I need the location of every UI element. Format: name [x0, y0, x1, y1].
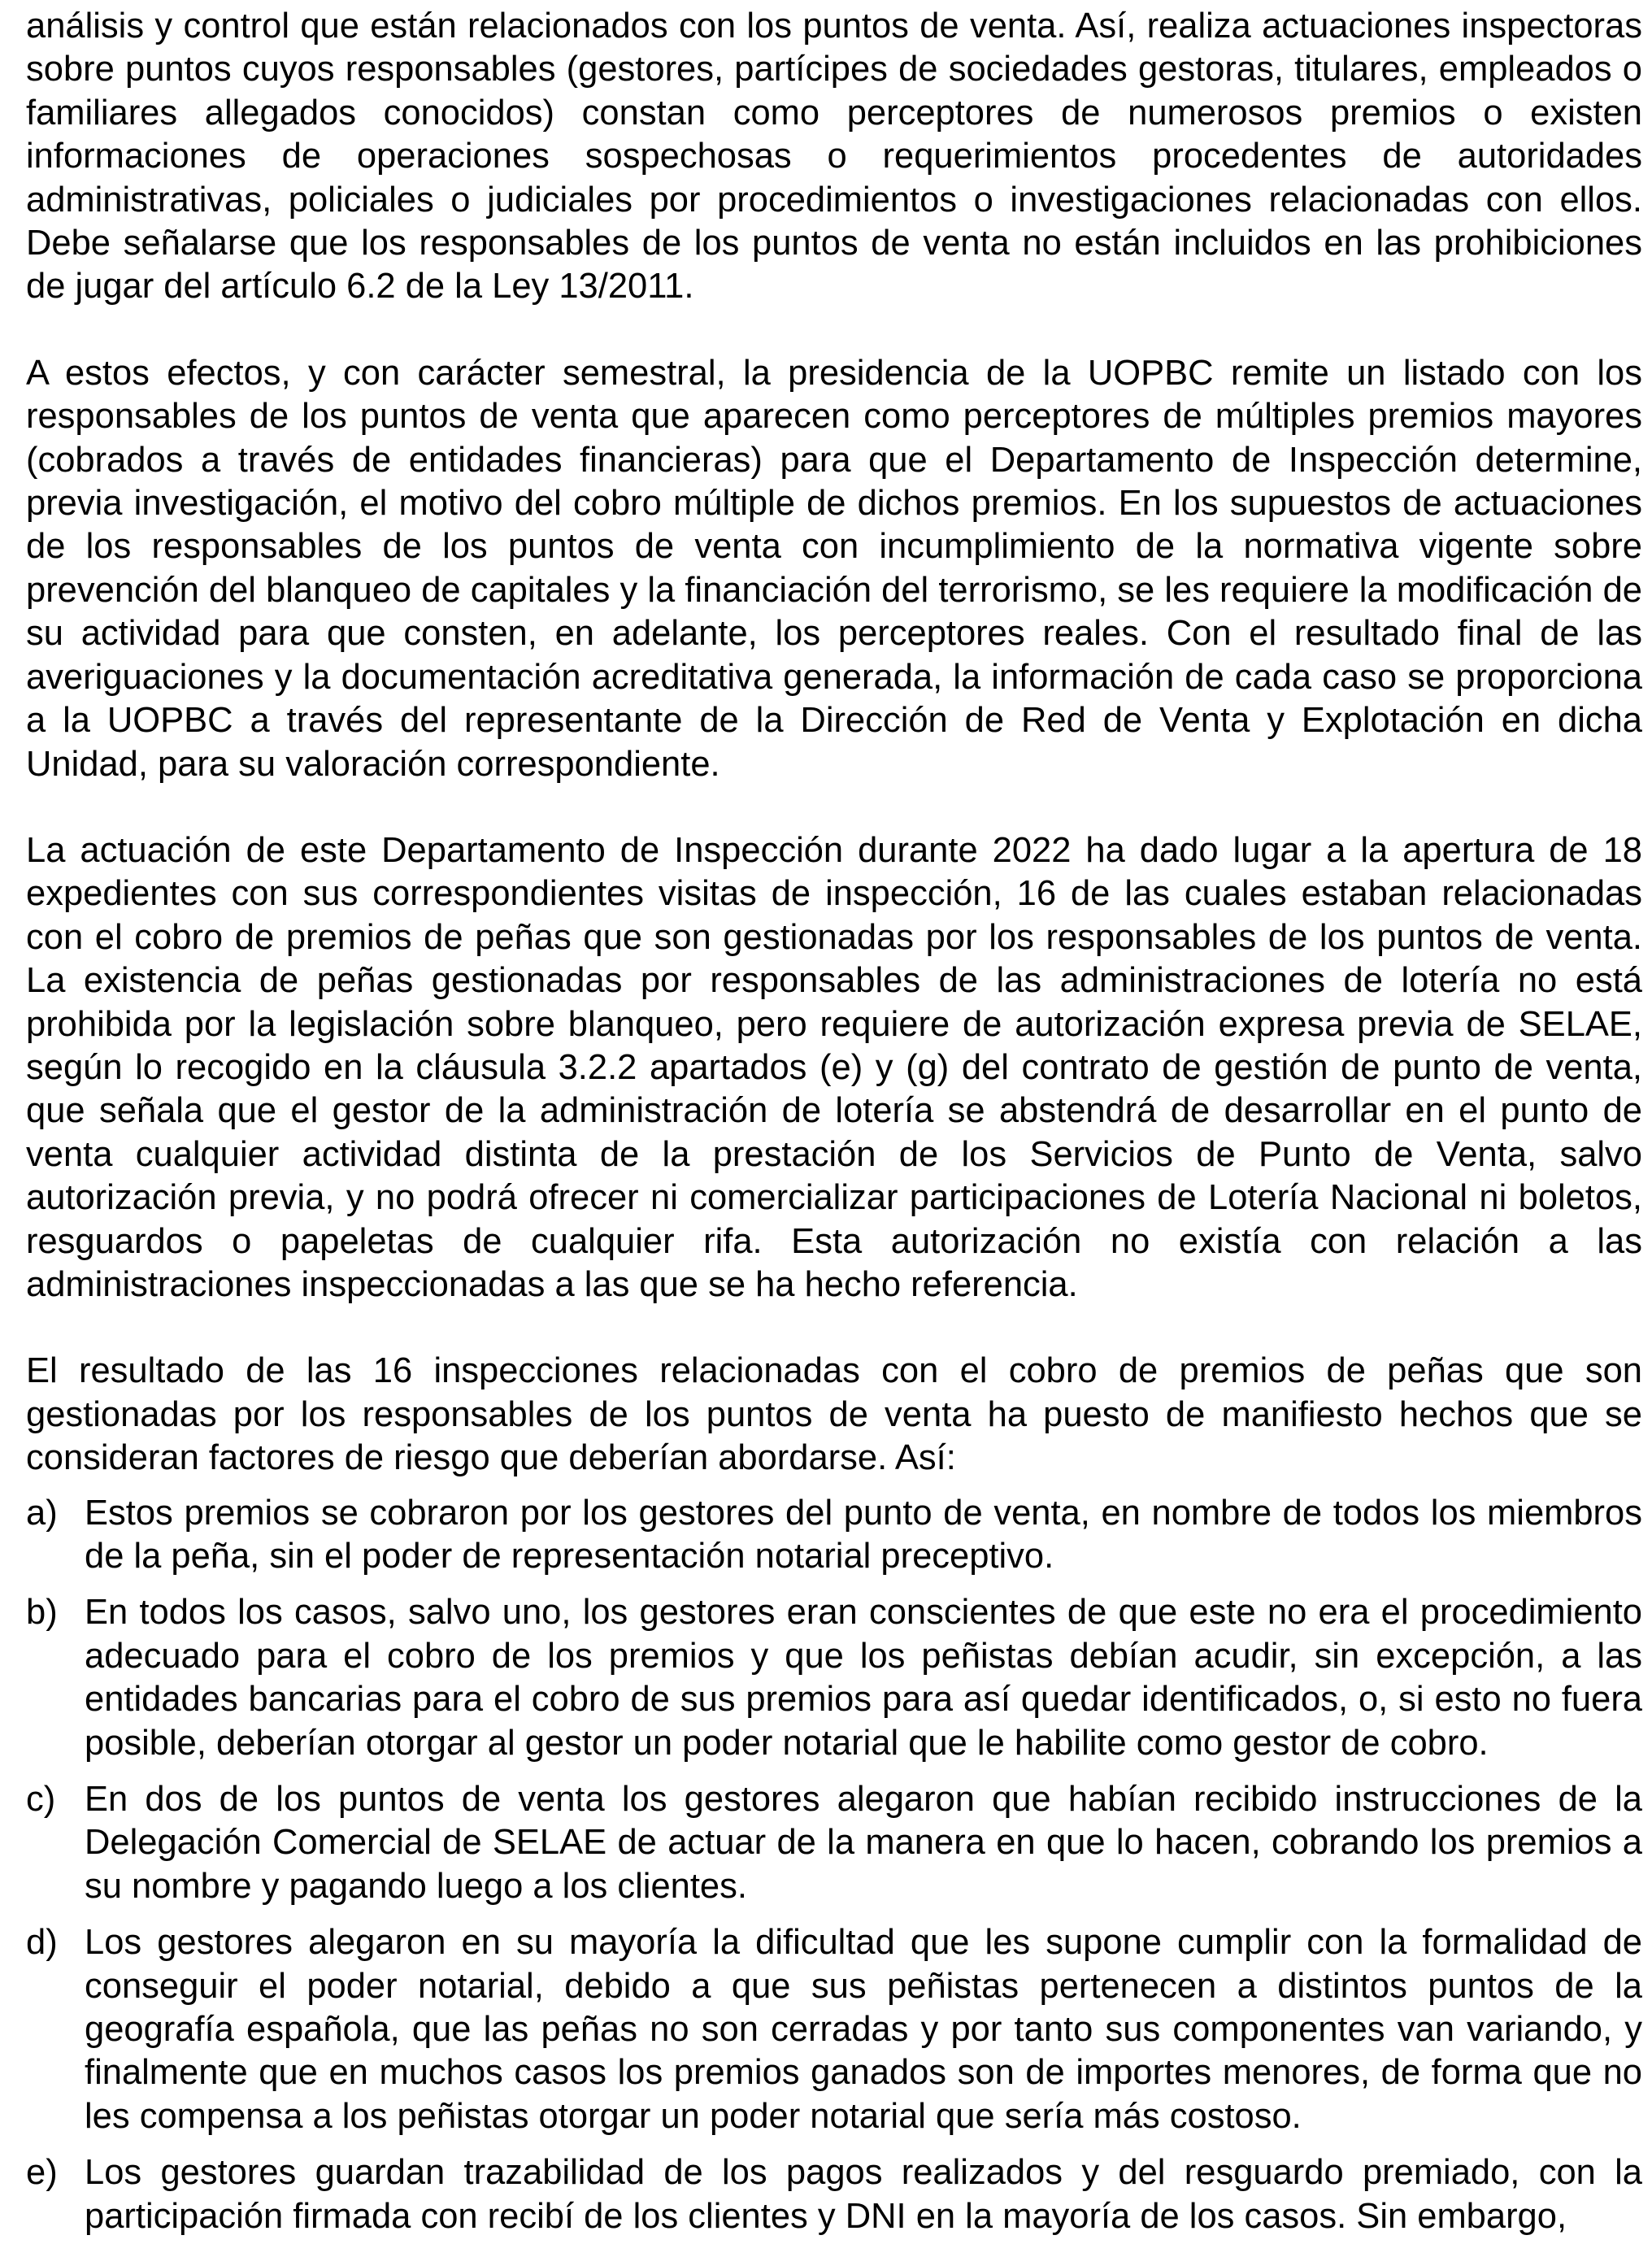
list-item-text: En todos los casos, salvo uno, los gestores eran conscientes de que este no era el procedimiento adecuado para el cobro de los premios y que los peñistas debían acudir, sin excepción, a las entidades bancarias para el cobro de sus premios para así quedar identificados, o, si esto no fuera posible, deberían otorgar al gestor un poder notarial que le habilite como gestor de cobro.	[85, 1593, 1642, 1763]
list-item-text: Los gestores guardan trazabilidad de los pagos realizados y del resguardo premiado, con la participación firmada con recibí de los clientes y DNI en la mayoría de los casos. Sin embargo,	[85, 2153, 1642, 2236]
paragraph-inspection-actions: análisis y control que están relacionados con los puntos de venta. Así, realiza actuaciones inspectoras sobre puntos cuyos responsables (gestores, partícipes de sociedades gestoras, titulares, empleados o familiares allegados conocidos) constan como perceptores de numerosos premios o existen informaciones de operaciones sospechosas o requerimientos procedentes de autoridades administrativas, policiales o judiciales por procedimientos o investigaciones relacionadas con ellos. Debe señalarse que los responsables de los puntos de venta no están incluidos en las prohibiciones de jugar del artículo 6.2 de la Ley 13/2011.	[26, 7, 1642, 307]
list-marker: a)	[26, 1493, 58, 1533]
list-item-text: Estos premios se cobraron por los gestores del punto de venta, en nombre de todos los miembros de la peña, sin el poder de representación notarial preceptivo.	[85, 1493, 1642, 1576]
list-item-text: Los gestores alegaron en su mayoría la dificultad que les supone cumplir con la formalidad de conseguir el poder notarial, debido a que sus peñistas pertenecen a distintos puntos de la geografía española, que las peñas no son cerradas y por tanto sus componentes van variando, y finalmente que en muchos casos los premios ganados son de importes menores, de forma que no les compensa a los peñistas otorgar un poder notarial que sería más costoso.	[85, 1923, 1642, 2136]
list-item	[26, 1591, 1642, 1765]
list-item-text: En dos de los puntos de venta los gestores alegaron que habían recibido instrucciones de la Delegación Comercial de SELAE de actuar de la manera en que lo hacen, cobrando los premios a su nombre y pagando luego a los clientes.	[85, 1780, 1642, 1906]
list-item	[26, 1921, 1642, 2138]
list-marker: b)	[26, 1593, 58, 1633]
list-item	[26, 1492, 1642, 1579]
list-item	[26, 2151, 1642, 2238]
list-item	[26, 1778, 1642, 1908]
list-marker: e)	[26, 2153, 58, 2193]
list-marker: d)	[26, 1923, 58, 1963]
risk-factors-list	[26, 1492, 1642, 2239]
paragraph-semestral-listing: A estos efectos, y con carácter semestral, la presidencia de la UOPBC remite un listado con los responsables de los puntos de venta que aparecen como perceptores de múltiples premios mayores (cobrados a través de entidades financieras) para que el Departamento de Inspección determine, previa investigación, el motivo del cobro múltiple de dichos premios. En los supuestos de actuaciones de los responsables de los puntos de venta con incumplimiento de la normativa vigente sobre prevención del blanqueo de capitales y la financiación del terrorismo, se les requiere la modificación de su actividad para que consten, en adelante, los perceptores reales. Con el resultado final de las averiguaciones y la documentación acreditativa generada, la información de cada caso se proporciona a la UOPBC a través del representante de la Dirección de Red de Venta y Explotación en dicha Unidad, para su valoración correspondiente.	[26, 353, 1642, 784]
paragraph-inspection-results: El resultado de las 16 inspecciones relacionadas con el cobro de premios de peñas que son gestionadas por los responsables de los puntos de venta ha puesto de manifiesto hechos que se consideran factores de riesgo que deberían abordarse. Así:	[26, 1351, 1642, 1478]
list-marker: c)	[26, 1780, 56, 1820]
document-page	[26, 0, 1642, 2238]
paragraph-2022-activity: La actuación de este Departamento de Inspección durante 2022 ha dado lugar a la apertura de 18 expedientes con sus correspondientes visitas de inspección, 16 de las cuales estaban relacionadas con el cobro de premios de peñas que son gestionadas por los responsables de los puntos de venta. La existencia de peñas gestionadas por responsables de las administraciones de lotería no está prohibida por la legislación sobre blanqueo, pero requiere de autorización expresa previa de SELAE, según lo recogido en la cláusula 3.2.2 apartados (e) y (g) del contrato de gestión de punto de venta, que señala que el gestor de la administración de lotería se abstendrá de desarrollar en el punto de venta cualquier actividad distinta de la prestación de los Servicios de Punto de Venta, salvo autorización previa, y no podrá ofrecer ni comercializar participaciones de Lotería Nacional ni boletos, resguardos o papeletas de cualquier rifa. Esta autorización no existía con relación a las administraciones inspeccionadas a las que se ha hecho referencia.	[26, 830, 1642, 1304]
